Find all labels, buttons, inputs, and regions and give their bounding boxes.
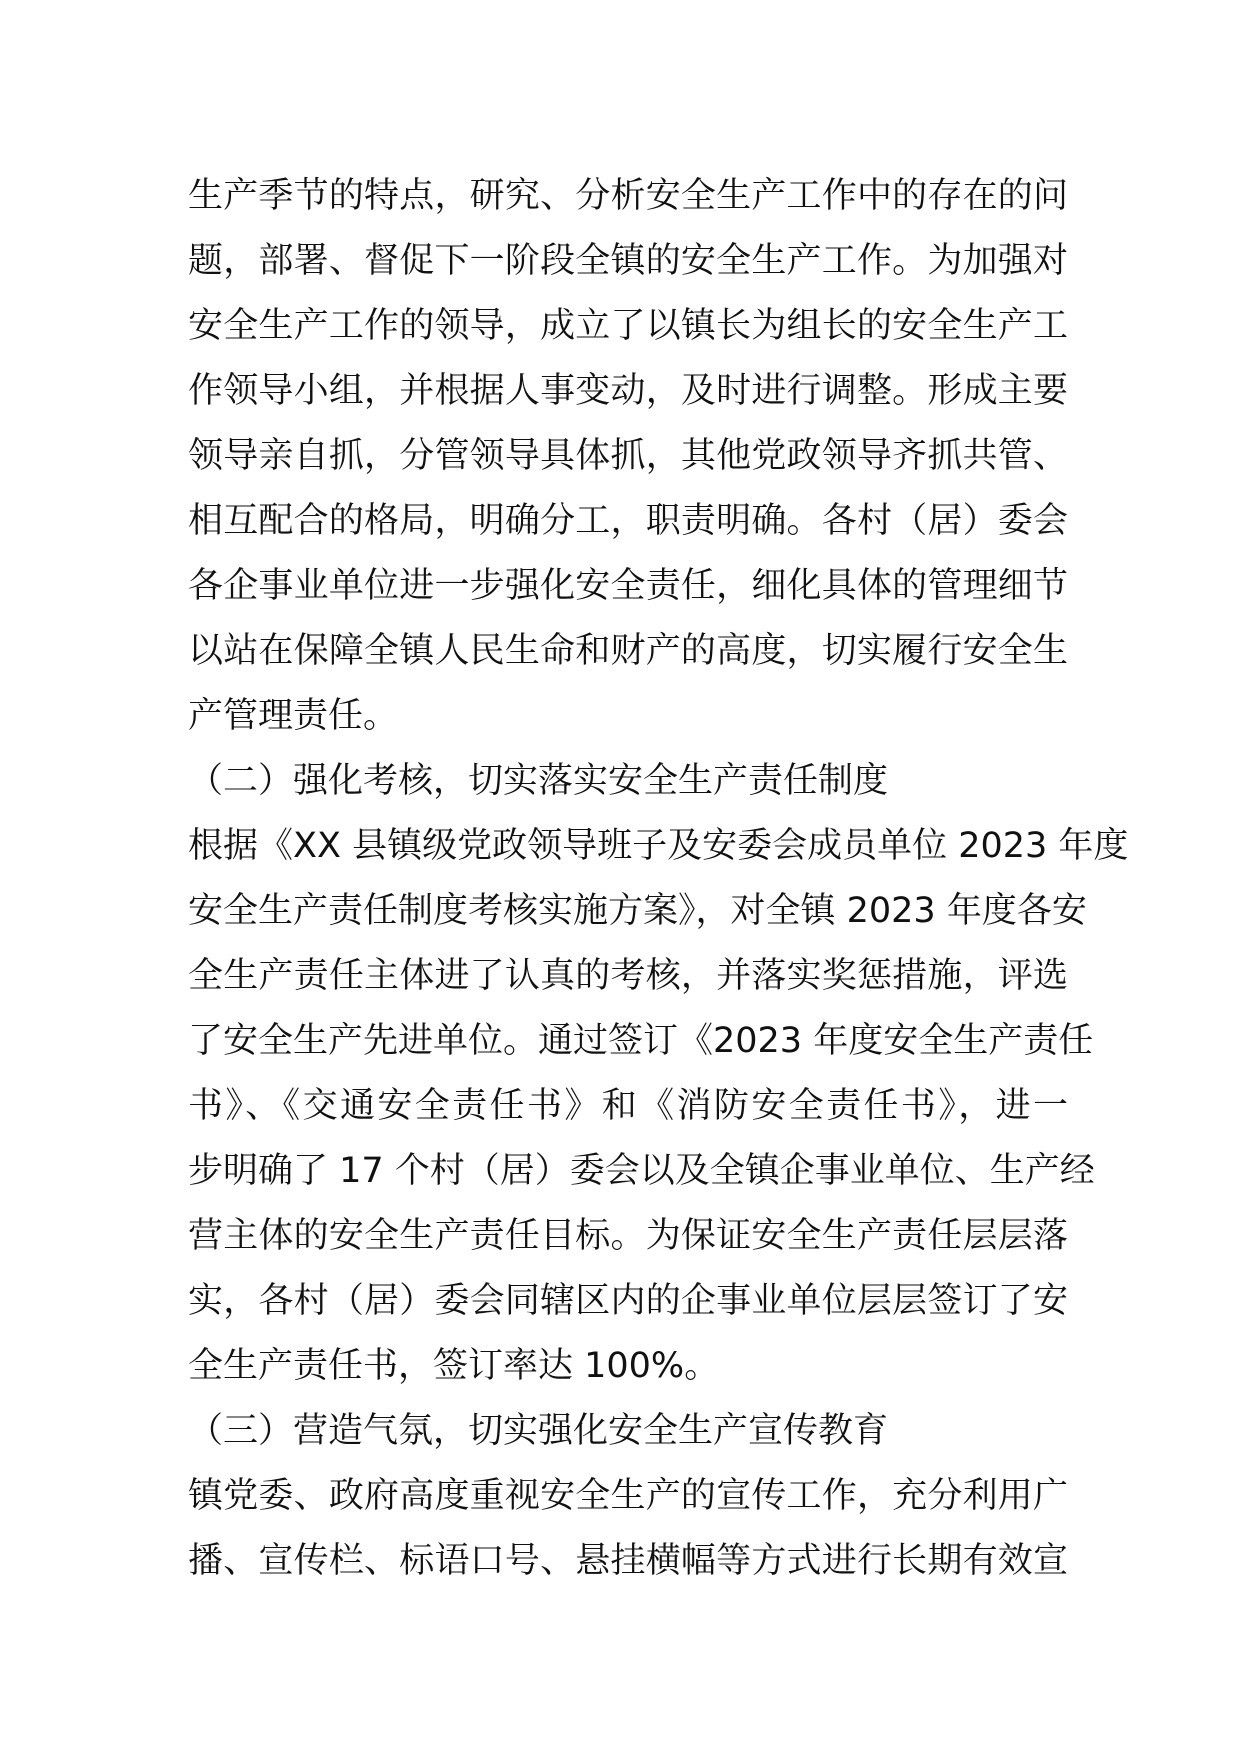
text-line: 生产季节的特点，研究、分析安全生产工作中的存在的问 [188,176,1068,216]
text-line: 根据《XX 县镇级党政领导班子及安委会成员单位 2023 年度 [188,826,1129,866]
text-line: 安全生产责任制度考核实施方案》，对全镇 2023 年度各安 [188,891,1087,931]
paragraph-publicity [188,1464,1068,1594]
text-line: 作领导小组，并根据人事变动，及时进行调整。形成主要 [188,371,1068,411]
section-heading-2 [188,749,1068,814]
text-line: 营主体的安全生产责任目标。为保证安全生产责任层层落 [188,1216,1068,1256]
text-line: 领导亲自抓，分管领导具体抓，其他党政领导齐抓共管、 [188,436,1068,476]
text-line: 产管理责任。 [188,696,399,736]
text-line: 全生产责任书，签订率达 100%。 [188,1346,720,1386]
text-line: 步明确了 17 个村（居）委会以及全镇企事业单位、生产经 [188,1151,1095,1191]
text-line: 播、宣传栏、标语口号、悬挂横幅等方式进行长期有效宣 [188,1541,1068,1581]
paragraph-leadership-continued [188,164,1068,749]
text-line: 了安全生产先进单位。通过签订《2023 年度安全生产责任 [188,1021,1094,1061]
heading-text: （二）强化考核，切实落实安全生产责任制度 [188,761,889,801]
text-line: 相互配合的格局，明确分工，职责明确。各村（居）委会 [188,501,1068,541]
text-line: 题，部署、督促下一阶段全镇的安全生产工作。为加强对 [188,241,1068,281]
text-line: 书》、《交通安全责任书》和《消防安全责任书》，进一 [188,1086,1068,1126]
heading-text: （三）营造气氛，切实强化安全生产宣传教育 [188,1411,889,1451]
text-line: 各企事业单位进一步强化安全责任，细化具体的管理细节 [188,566,1068,606]
text-line: 安全生产工作的领导，成立了以镇长为组长的安全生产工 [188,306,1068,346]
document-page [188,164,1129,1594]
text-line: 实，各村（居）委会同辖区内的企事业单位层层签订了安 [188,1281,1068,1321]
paragraph-assessment [188,814,1129,1399]
text-line: 以站在保障全镇人民生命和财产的高度，切实履行安全生 [188,631,1068,671]
text-line: 镇党委、政府高度重视安全生产的宣传工作，充分利用广 [188,1476,1068,1516]
text-line: 全生产责任主体进了认真的考核，并落实奖惩措施，评选 [188,956,1068,996]
section-heading-3 [188,1399,1068,1464]
